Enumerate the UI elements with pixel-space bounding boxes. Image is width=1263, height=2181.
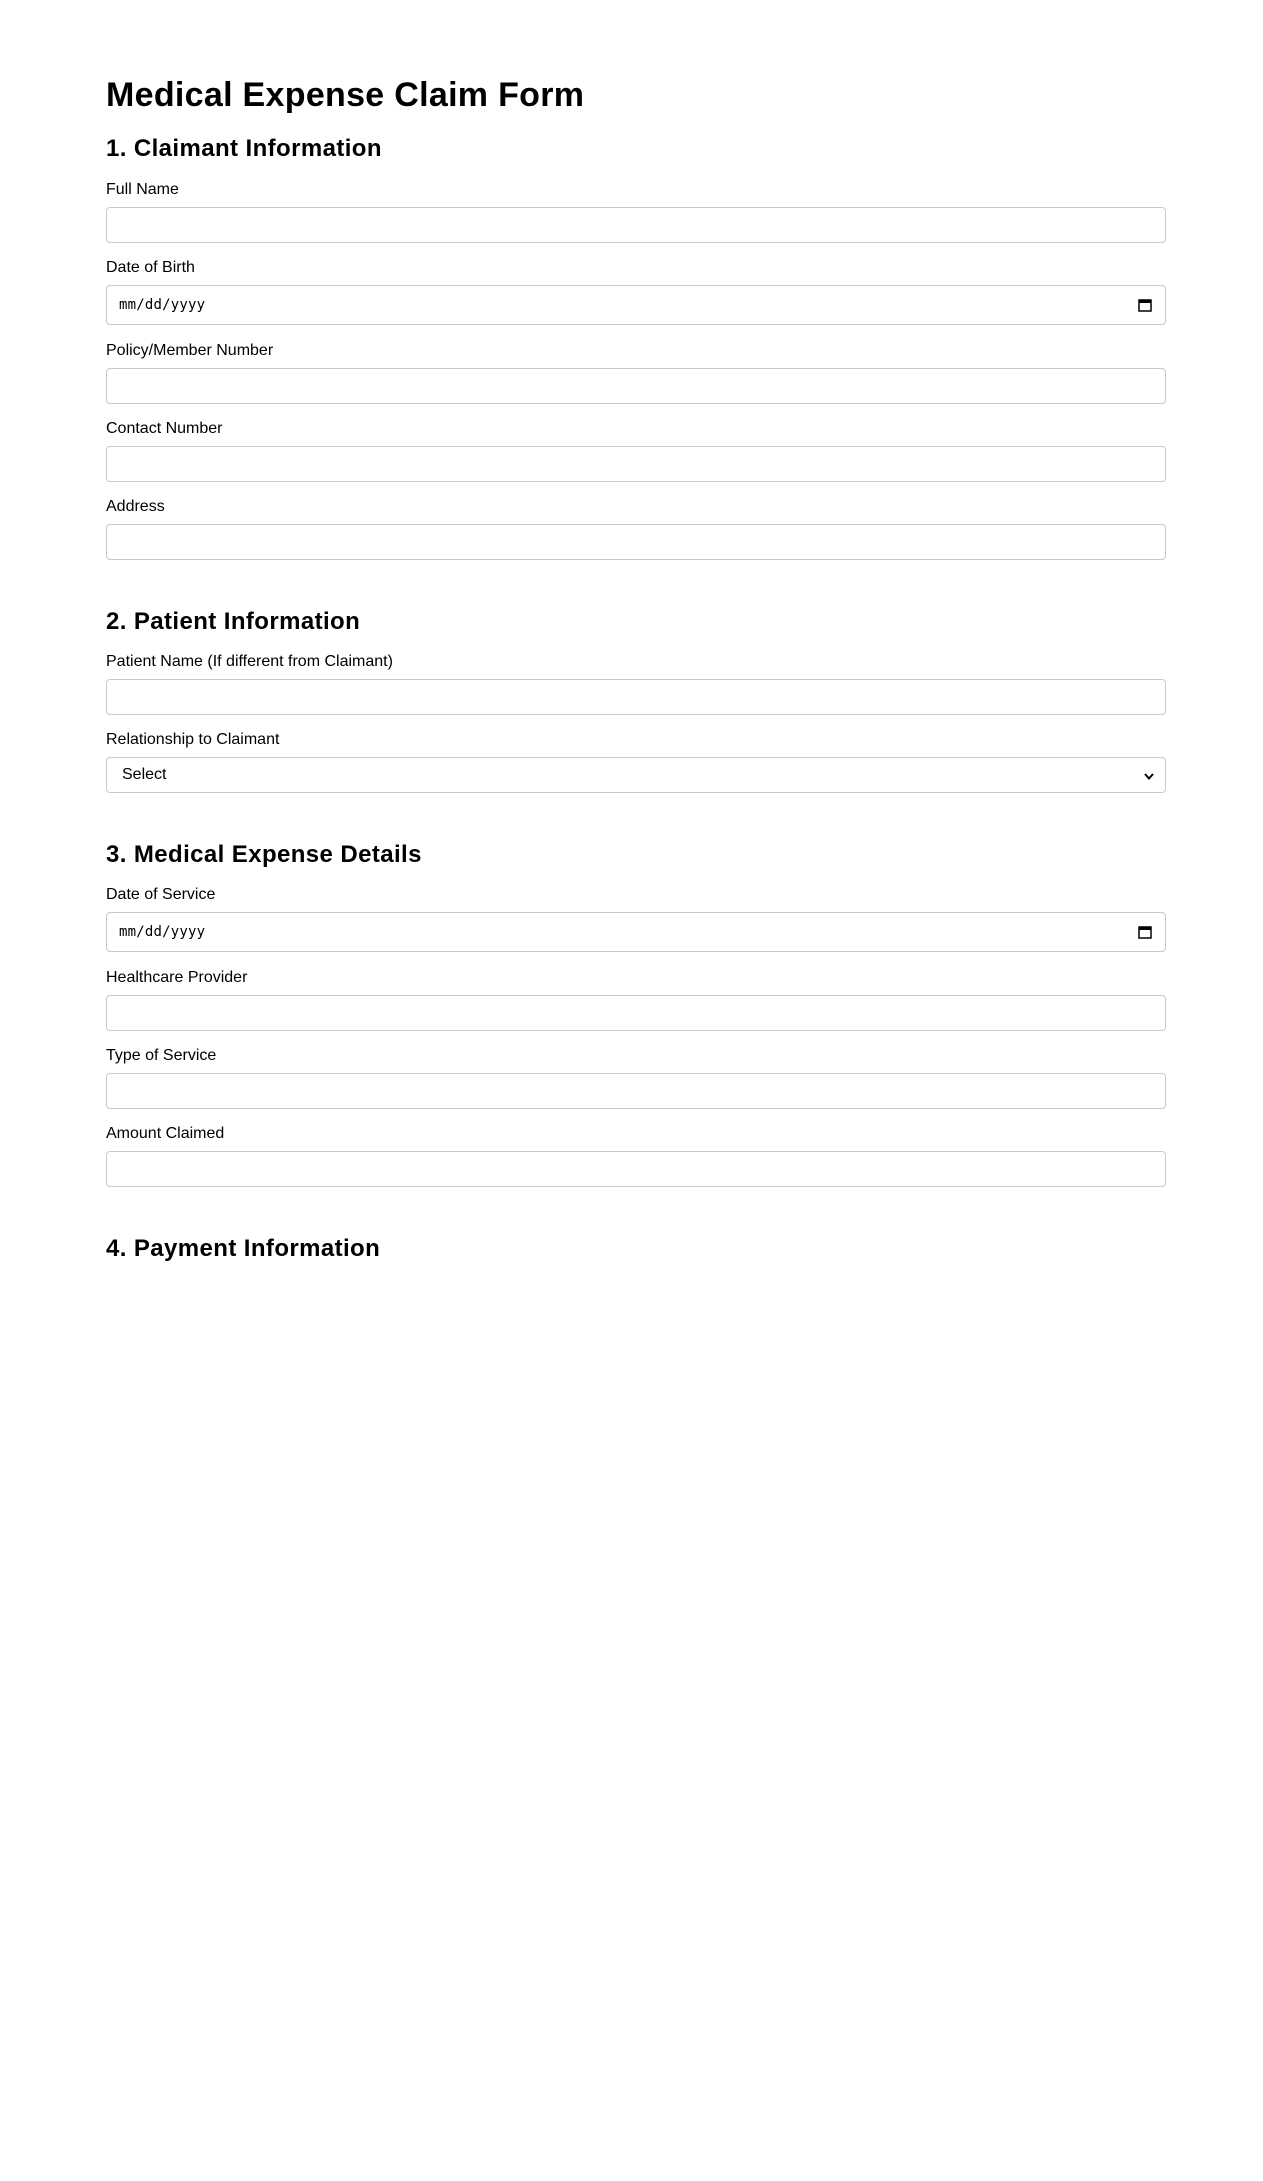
- type-of-service-label: Type of Service: [106, 1047, 217, 1064]
- contact-number-input[interactable]: [106, 446, 1166, 482]
- date-of-birth-input[interactable]: [106, 285, 1166, 325]
- patient-name-label: Patient Name (If different from Claimant): [106, 653, 393, 670]
- patient-name-input[interactable]: [106, 679, 1166, 715]
- section-heading-patient: 2. Patient Information: [106, 608, 361, 635]
- relationship-select[interactable]: [106, 757, 1166, 793]
- section-heading-expense: 3. Medical Expense Details: [106, 841, 422, 868]
- page-title: Medical Expense Claim Form: [106, 76, 585, 114]
- relationship-label: Relationship to Claimant: [106, 731, 280, 748]
- date-of-birth-label: Date of Birth: [106, 259, 195, 276]
- healthcare-provider-input[interactable]: [106, 995, 1166, 1031]
- healthcare-provider-label: Healthcare Provider: [106, 969, 248, 986]
- type-of-service-input[interactable]: [106, 1073, 1166, 1109]
- full-name-input[interactable]: [106, 207, 1166, 243]
- date-of-service-input[interactable]: [106, 912, 1166, 952]
- amount-claimed-input[interactable]: [106, 1151, 1166, 1187]
- date-of-service-label: Date of Service: [106, 886, 216, 903]
- calendar-icon[interactable]: [1137, 924, 1153, 940]
- policy-number-label: Policy/Member Number: [106, 342, 274, 359]
- date-of-birth-placeholder: mm/dd/yyyy: [119, 297, 206, 313]
- section-heading-payment: 4. Payment Information: [106, 1235, 381, 1262]
- policy-number-input[interactable]: [106, 368, 1166, 404]
- contact-number-label: Contact Number: [106, 420, 223, 437]
- calendar-icon[interactable]: [1137, 297, 1153, 313]
- chevron-down-icon: [1143, 769, 1155, 781]
- full-name-label: Full Name: [106, 181, 179, 198]
- address-label: Address: [106, 498, 165, 515]
- relationship-selected-value: Select: [122, 766, 167, 783]
- section-heading-claimant: 1. Claimant Information: [106, 135, 382, 162]
- amount-claimed-label: Amount Claimed: [106, 1125, 225, 1142]
- date-of-service-placeholder: mm/dd/yyyy: [119, 924, 206, 940]
- address-input[interactable]: [106, 524, 1166, 560]
